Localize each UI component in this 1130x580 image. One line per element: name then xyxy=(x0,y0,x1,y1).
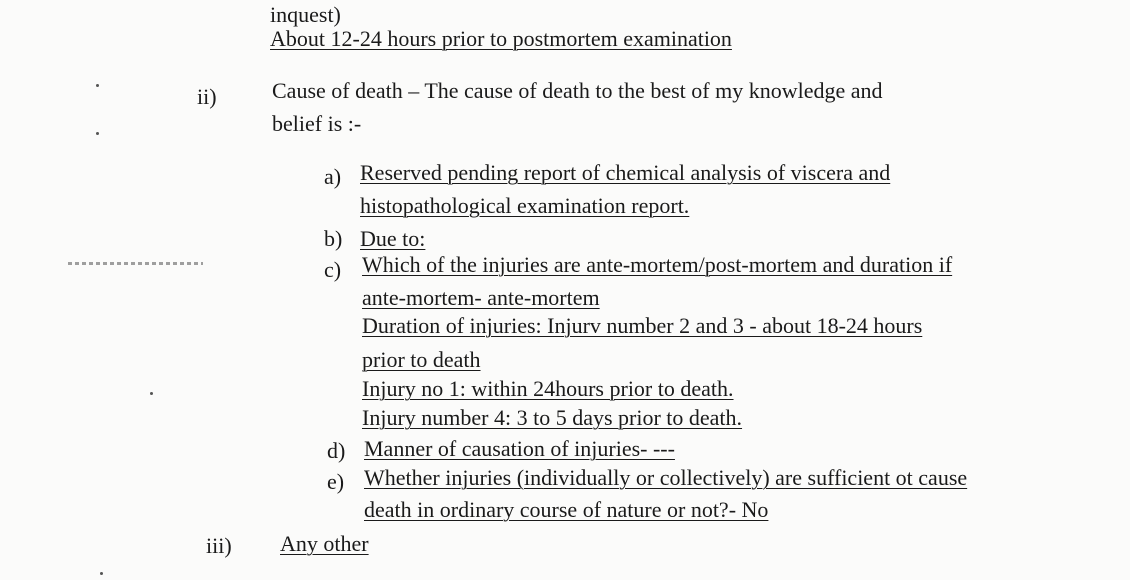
item-e-line1: Whether injuries (individually or collectively) are sufficient ot cause xyxy=(364,465,968,490)
section-ii-text-line2: belief is :- xyxy=(272,111,362,136)
item-c-line4: prior to death xyxy=(362,347,481,372)
item-a-line2: histopathological examination report. xyxy=(360,193,690,218)
item-c-label: c) xyxy=(324,257,342,282)
item-c-line2: ante-mortem- ante-mortem xyxy=(362,285,600,310)
item-d-label: d) xyxy=(327,438,346,463)
continuation-line: inquest) xyxy=(270,2,341,27)
item-a-label: a) xyxy=(324,164,342,189)
time-since-death-answer: About 12-24 hours prior to postmortem examination xyxy=(270,26,732,51)
scan-speck xyxy=(96,132,99,135)
item-c-line1: Which of the injuries are ante-mortem/post-mortem and duration if xyxy=(362,252,953,277)
scan-dash-mark xyxy=(68,262,203,265)
item-c-line5: Injury no 1: within 24hours prior to death. xyxy=(362,376,734,401)
item-b-line1: Due to: xyxy=(360,226,426,251)
item-e-label: e) xyxy=(327,469,345,494)
section-ii-numeral: ii) xyxy=(197,84,217,109)
item-e-line2: death in ordinary course of nature or not?- No xyxy=(364,497,769,522)
section-iii-numeral: iii) xyxy=(206,533,232,558)
item-d-line1: Manner of causation of injuries- --- xyxy=(364,436,675,461)
item-a-line1: Reserved pending report of chemical analysis of viscera and xyxy=(360,160,891,185)
scan-speck xyxy=(150,392,153,395)
item-b-label: b) xyxy=(324,226,343,251)
item-c-line3: Duration of injuries: Injurv number 2 and 3 - about 18-24 hours xyxy=(362,313,923,338)
scan-speck xyxy=(100,572,103,575)
section-ii-text-line1: Cause of death – The cause of death to the best of my knowledge and xyxy=(272,78,883,103)
section-iii-text: Any other xyxy=(280,531,369,556)
scan-speck xyxy=(96,84,99,87)
item-c-line6: Injury number 4: 3 to 5 days prior to death. xyxy=(362,405,743,430)
